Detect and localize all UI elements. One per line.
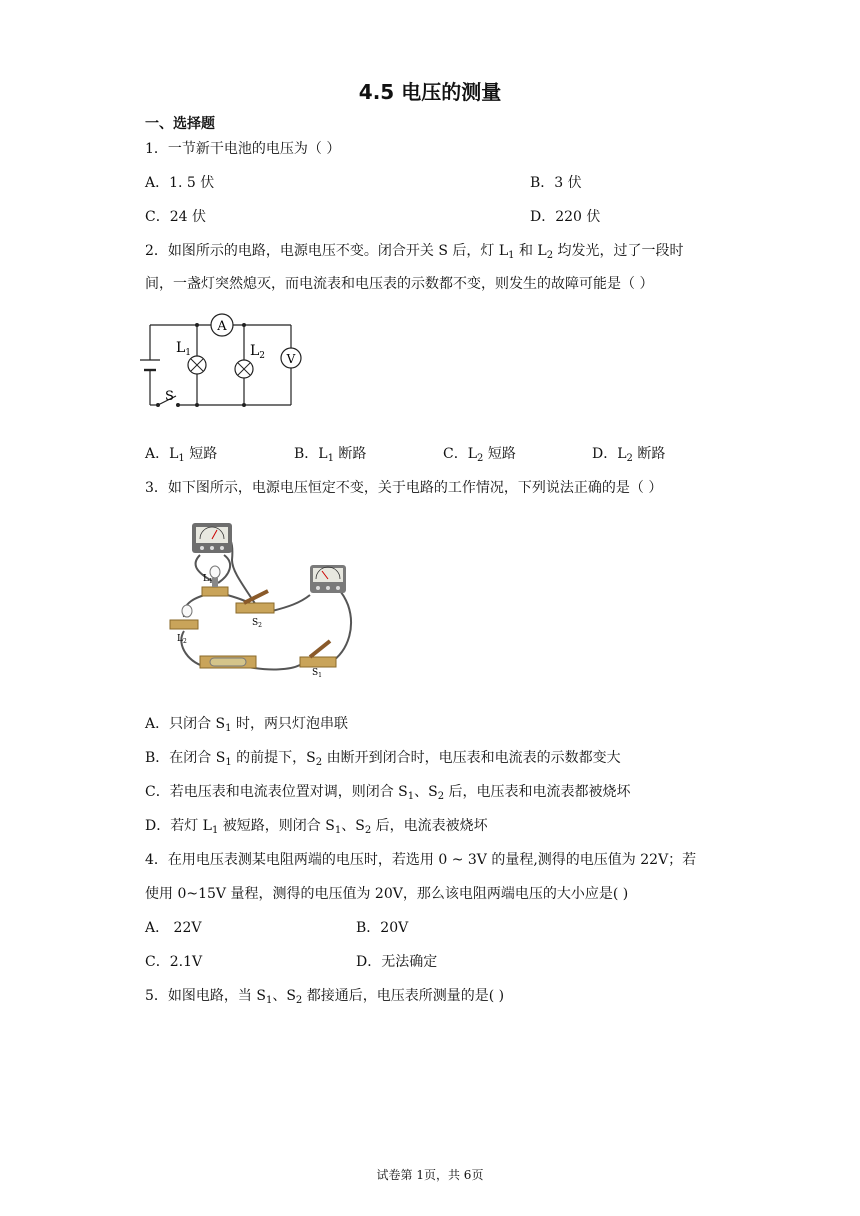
q4-option-d: D．无法确定 [356, 954, 438, 970]
page-title: 4.5 电压的测量 [358, 80, 502, 104]
q2-lamp2-label: $L_2$ [250, 343, 266, 361]
q2-lamp1 [188, 356, 206, 374]
q3-lamp2-label: $L_2$ [177, 634, 187, 645]
q2-stem-b: 和 L [514, 243, 547, 259]
q3-option-c: C．若电压表和电流表位置对调，则闭合 $S_1$、$S_2$ 后，电压表和电流表都被烧坏 [145, 784, 631, 802]
q3-meter-right [310, 565, 346, 593]
q1-option-d: D．220 伏 [530, 209, 601, 225]
q2-sub2: 2 [546, 250, 554, 261]
q2-option-b: B．$L_1$ 断路 [294, 446, 367, 464]
section-heading: 一、选择题 [145, 116, 215, 132]
q5-stem: 5．如图电路，当 $S_1$、$S_2$ 都接通后，电压表所测量的是( ) [145, 988, 505, 1006]
page-footer: 试卷第 1页，共 6页 [376, 1168, 484, 1182]
q3-option-a: A．只闭合 $S_1$ 时，两只灯泡串联 [145, 716, 348, 734]
q3-lamp1-label: $L_1$ [203, 574, 213, 585]
q2-stem-c: 均发光，过了一段时 [553, 243, 684, 259]
q2-option-d: D．$L_2$ 断路 [592, 446, 666, 464]
q3-option-b: B．在闭合 $S_1$ 的前提下，$S_2$ 由断开到闭合时，电压表和电流表的示数都变大 [145, 750, 621, 768]
q3-meter-top [192, 523, 232, 553]
q2-voltmeter [281, 348, 301, 368]
q2-voltmeter-label: V [286, 352, 296, 366]
q2-lamp2 [235, 360, 253, 378]
q2-sub1: 1 [508, 250, 515, 261]
q4-option-a: A． 22V [145, 920, 202, 936]
q3-switch1 [300, 641, 336, 667]
q4-stem-line1: 4．在用电压表测某电阻两端的电压时，若选用 0 ~ 3V 的量程,测得的电压值为 22V；若 [145, 852, 697, 868]
q2-lamp1-label: $L_1$ [176, 340, 192, 358]
q2-option-a: A．$L_1$ 短路 [145, 446, 218, 464]
q1-option-c: C．24 伏 [145, 209, 206, 225]
q4-stem-line2: 使用 0~15V 量程，测得的电压值为 20V，那么该电阻两端电压的大小应是( ) [145, 886, 629, 902]
q4-option-c: C．2.1V [145, 954, 203, 970]
q2-switch-label: S [165, 389, 174, 404]
q1-option-b: B．3 伏 [530, 175, 582, 191]
q1-option-a: A．1. 5 伏 [145, 175, 215, 191]
q3-switch2-label: $S_2$ [252, 618, 262, 629]
q3-stem: 3．如下图所示，电源电压恒定不变，关于电路的工作情况，下列说法正确的是（ ） [145, 480, 663, 496]
q3-circuit-photo [160, 515, 360, 680]
q2-circuit-diagram [140, 310, 300, 410]
q2-option-c: C．$L_2$ 短路 [443, 446, 516, 464]
q3-option-d: D．若灯 $L_1$ 被短路，则闭合 $S_1$、$S_2$ 后，电流表被烧坏 [145, 818, 488, 836]
q4-option-b: B．20V [356, 920, 409, 936]
q2-ammeter-label: A [217, 319, 227, 334]
q2-stem-line1 [145, 241, 684, 261]
q3-switch1-label: $S_1$ [312, 668, 322, 679]
q1-stem: 1．一节新干电池的电压为（ ） [145, 141, 341, 157]
q2-stem-a: 2．如图所示的电路，电源电压不变。闭合开关 S 后，灯 L [145, 243, 509, 259]
q2-stem-line2: 间，一盏灯突然熄灭，而电流表和电压表的示数都不变，则发生的故障可能是（ ） [145, 276, 654, 292]
q3-battery [200, 656, 256, 668]
q2-ammeter [211, 314, 233, 336]
